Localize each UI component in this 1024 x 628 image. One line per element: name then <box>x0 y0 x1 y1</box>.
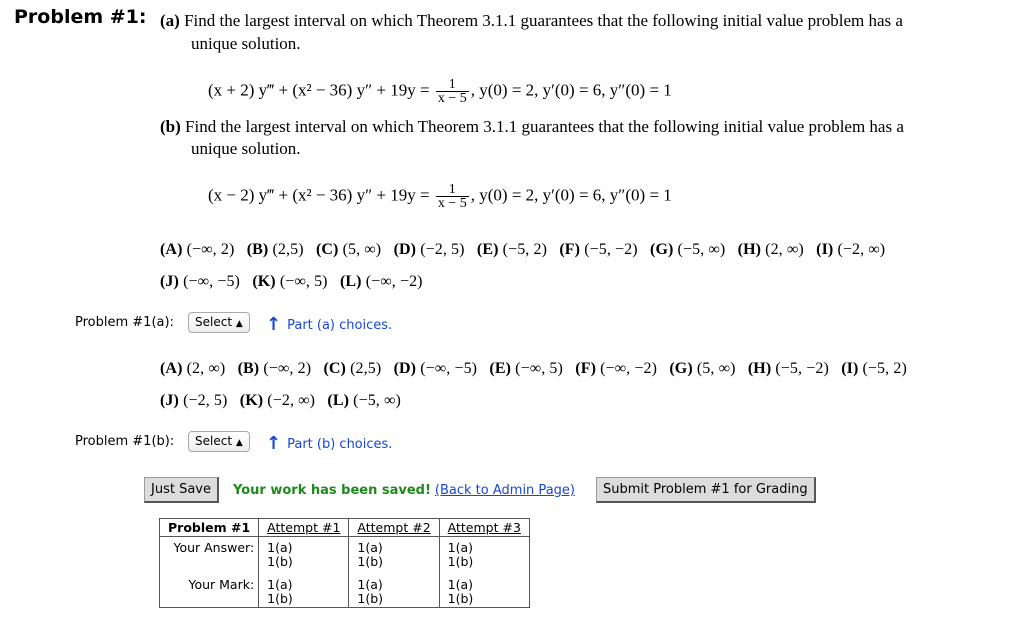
part-a-text: Find the largest interval on which Theorem 3.1.1 guarantees that the following initial value problem has a <box>184 11 903 30</box>
choice: (C) (2,5) <box>323 360 382 377</box>
choice: (F) (−∞, −2) <box>575 360 658 377</box>
answer-b-select[interactable] <box>188 431 250 452</box>
choice: (D) (−2, 5) <box>393 241 465 258</box>
choice: (K) (−∞, 5) <box>252 273 328 290</box>
attempts-corner: Problem #1 <box>160 519 259 537</box>
choices-a-line1 <box>160 241 885 259</box>
choice: (D) (−∞, −5) <box>393 360 478 377</box>
choice: (H) (−5, −2) <box>747 360 829 377</box>
part-a-frac-num: 1 <box>436 78 469 92</box>
choice: (B) (2,5) <box>246 241 304 258</box>
arrow-up-icon: ↑ <box>266 433 282 454</box>
arrow-up-icon: ↑ <box>266 314 282 335</box>
choice: (A) (2, ∞) <box>160 360 226 377</box>
attempt-cell: 1(a) 1(b) <box>439 570 529 608</box>
part-a-eq-lhs: (x + 2) y‴ + (x² − 36) y″ + 19y = <box>208 80 430 100</box>
choice: (H) (2, ∞) <box>737 241 804 258</box>
part-b-label: (b) <box>160 117 181 136</box>
choices-b-line1 <box>160 360 907 378</box>
your-mark-label: Your Mark: <box>160 570 259 608</box>
choice: (F) (−5, −2) <box>559 241 638 258</box>
choice: (J) (−∞, −5) <box>160 273 240 290</box>
choice: (A) (−∞, 2) <box>160 241 235 258</box>
attempt-cell: 1(a) 1(b) <box>439 537 529 571</box>
back-to-admin-link[interactable]: (Back to Admin Page) <box>434 483 575 498</box>
choice: (E) (−5, 2) <box>476 241 548 258</box>
choices-a-line2 <box>160 273 423 291</box>
updown-icon: ▲︎ <box>235 438 243 448</box>
part-b-text-line2: unique solution. <box>191 139 301 158</box>
choice: (K) (−2, ∞) <box>239 392 316 409</box>
answer-a-hint: ↑ Part (a) choices. <box>266 314 393 335</box>
choice: (G) (5, ∞) <box>669 360 736 377</box>
part-a-label: (a) <box>160 11 180 30</box>
choice: (I) (−5, 2) <box>841 360 907 377</box>
part-a-text-line2: unique solution. <box>191 34 301 53</box>
your-answer-row <box>160 537 530 571</box>
attempt-header[interactable]: Attempt #2 <box>349 519 439 537</box>
part-a-fraction <box>436 78 469 105</box>
part-a-text-line1 <box>160 10 903 31</box>
answer-b-label: Problem #1(b): <box>75 434 175 449</box>
choices-b-line2 <box>160 392 401 410</box>
part-a-frac-den: x − 5 <box>437 91 467 106</box>
part-a-eq-ic: , y(0) = 2, y′(0) = 6, y″(0) = 1 <box>470 80 672 100</box>
choice: (B) (−∞, 2) <box>237 360 312 377</box>
attempt-cell: 1(a) 1(b) <box>349 537 439 571</box>
part-b-text: Find the largest interval on which Theorem 3.1.1 guarantees that the following initial value problem has a <box>185 117 904 136</box>
problem-heading: Problem #1: <box>14 6 147 28</box>
answer-a-select-value: Select <box>195 315 233 329</box>
attempt-cell: 1(a) 1(b) <box>259 537 349 571</box>
choice: (C) (5, ∞) <box>315 241 382 258</box>
your-mark-row <box>160 570 530 608</box>
part-b-text-line1 <box>160 116 904 137</box>
attempts-table <box>159 518 530 608</box>
answer-b-hint: ↑ Part (b) choices. <box>266 433 393 454</box>
part-b-frac-num: 1 <box>436 183 469 197</box>
attempt-header[interactable]: Attempt #3 <box>439 519 529 537</box>
part-b-frac-den: x − 5 <box>437 196 467 211</box>
choice: (E) (−∞, 5) <box>489 360 563 377</box>
choice: (L) (−∞, −2) <box>339 273 423 290</box>
answer-b-select-value: Select <box>195 434 233 448</box>
part-a-equation <box>208 78 672 105</box>
answer-a-select[interactable] <box>188 312 250 333</box>
part-b-eq-lhs: (x − 2) y‴ + (x² − 36) y″ + 19y = <box>208 185 430 205</box>
just-save-button[interactable]: Just Save <box>144 477 219 503</box>
saved-message: Your work has been saved! (Back to Admin Page) <box>233 483 575 498</box>
choice: (G) (−5, ∞) <box>650 241 726 258</box>
answer-a-label: Problem #1(a): <box>75 315 174 330</box>
part-b-equation <box>208 183 672 210</box>
part-b-eq-ic: , y(0) = 2, y′(0) = 6, y″(0) = 1 <box>470 185 672 205</box>
attempt-header[interactable]: Attempt #1 <box>259 519 349 537</box>
your-answer-label: Your Answer: <box>160 537 259 571</box>
attempt-cell: 1(a) 1(b) <box>259 570 349 608</box>
part-b-fraction <box>436 183 469 210</box>
choice: (I) (−2, ∞) <box>816 241 886 258</box>
updown-icon: ▲︎ <box>235 319 243 329</box>
choice: (L) (−5, ∞) <box>327 392 401 409</box>
attempt-cell: 1(a) 1(b) <box>349 570 439 608</box>
submit-for-grading-button[interactable]: Submit Problem #1 for Grading <box>596 477 816 503</box>
choice: (J) (−2, 5) <box>160 392 228 409</box>
